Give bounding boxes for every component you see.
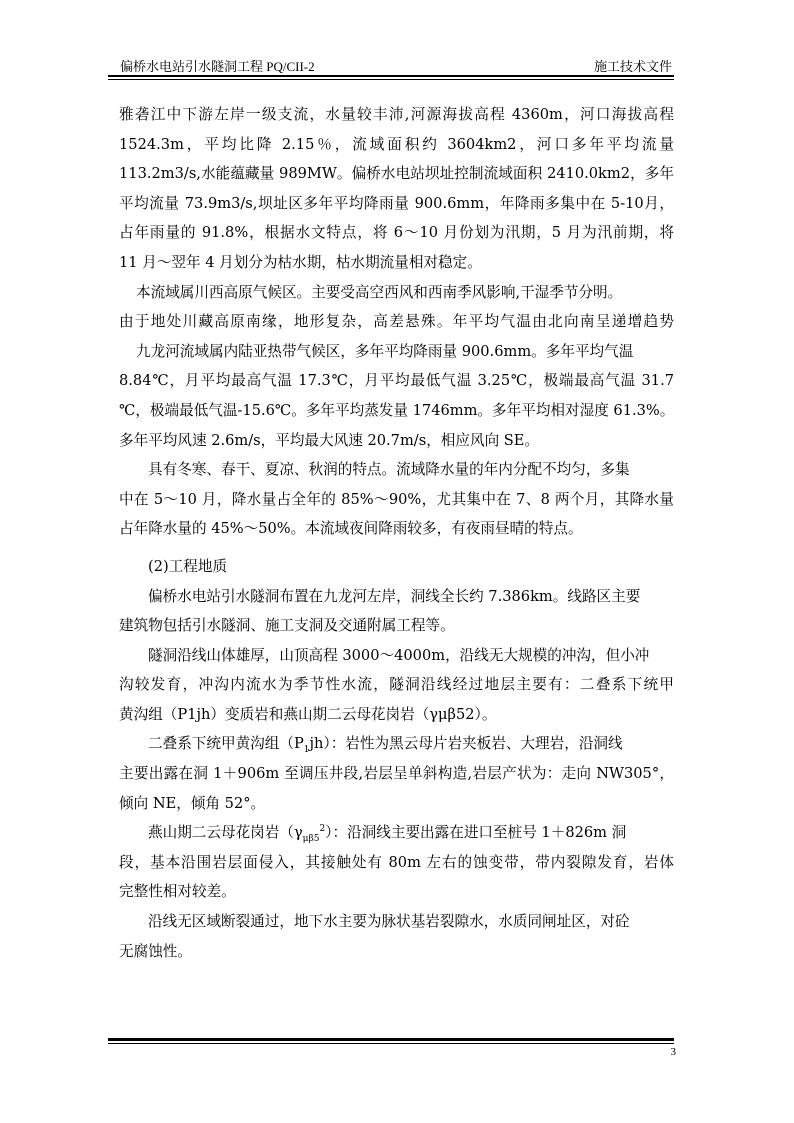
text-line: 本流域属川西高原气候区。主要受高空西风和西南季风影响,干湿季节分明。 xyxy=(136,283,623,301)
text-line: 隧洞沿线山体雄厚，山顶高程 3000～4000m，沿线无大规模的冲沟，但小冲 xyxy=(148,646,650,664)
text-fragment: 燕山期二云母花岗岩（γ xyxy=(148,824,303,842)
footer-rule-thin xyxy=(108,1043,674,1044)
text-line: 由于地处川藏高原南缘，地形复杂，高差悬殊。年平均气温由北向南呈递增趋势 xyxy=(119,313,674,331)
header-rule-thick xyxy=(108,75,674,77)
text-line: 沿线无区域断裂通过，地下水主要为脉状基岩裂隙水，水质同闸址区，对砼 xyxy=(148,913,630,931)
text-line: 11 月～翌年 4 月划分为枯水期，枯水期流量相对稳定。 xyxy=(119,253,482,271)
text-line: 倾向 NE，倾角 52°。 xyxy=(119,794,266,812)
text-line: 段，基本沿围岩层面侵入，其接触处有 80m 左右的蚀变带，带内裂隙发育，岩体 xyxy=(119,853,674,871)
text-line: 占年雨量的 91.8%，根据水文特点，将 6～10 月份划为汛期，5 月为汛前期，将 xyxy=(119,224,674,242)
header-document-type: 施工技术文件 xyxy=(593,60,672,75)
paragraph-gap xyxy=(119,544,674,552)
page-number: 3 xyxy=(670,1046,676,1058)
subscript: 1 xyxy=(303,745,310,756)
header-rule-thin xyxy=(108,79,674,80)
text-fragment: 二叠系下统甲黄沟组（P xyxy=(148,735,304,753)
text-line: 具有冬寒、春干、夏凉、秋润的特点。流域降水量的年内分配不均匀，多集 xyxy=(148,461,630,479)
superscript: 2 xyxy=(319,824,326,835)
text-line: 中在 5～10 月，降水量占全年的 85%～90%，尤其集中在 7、8 两个月，其降水量 xyxy=(119,490,674,508)
text-line: 沟较发育，冲沟内流水为季节性水流，隧洞沿线经过地层主要有：二叠系下统甲 xyxy=(119,676,674,694)
text-line: 占年降水量的 45%～50%。本流域夜间降雨较多，有夜雨昼晴的特点。 xyxy=(119,520,583,538)
footer-rule-thick xyxy=(108,1038,674,1041)
document-body xyxy=(119,100,674,966)
text-line-formula xyxy=(119,818,674,848)
header-project-title: 偏桥水电站引水隧洞工程 PQ/CII-2 xyxy=(120,59,315,74)
text-line: 九龙河流域属内陆亚热带气候区，多年平均降雨量 900.6mm。多年平均气温 xyxy=(136,342,634,360)
text-line: 偏桥水电站引水隧洞布置在九龙河左岸，洞线全长约 7.386km。线路区主要 xyxy=(148,587,641,605)
text-line: 黄沟组（P1jh）变质岩和燕山期二云母花岗岩（γμβ52）。 xyxy=(119,705,497,723)
page-header xyxy=(108,54,674,74)
text-line: 113.2m3/s,水能蕴藏量 989MW。偏桥水电站坝址控制流域面积 2410.0km2，多年 xyxy=(119,165,674,183)
text-fragment: ）：沿洞线主要出露在进口至桩号 1＋826m 洞 xyxy=(325,824,627,842)
text-line: 主要出露在洞 1＋906m 至调压井段,岩层呈单斜构造,岩层产状为：走向 NW305°， xyxy=(119,765,674,783)
text-fragment: jh）：岩性为黑云母片岩夹板岩、大理岩，沿洞线 xyxy=(309,735,623,753)
text-line: 多年平均风速 2.6m/s，平均最大风速 20.7m/s，相应风向 SE。 xyxy=(119,431,540,449)
text-line: 1524.3m，平均比降 2.15％，流域面积约 3604km2，河口多年平均流量 xyxy=(119,135,674,153)
text-line: 完整性相对较差。 xyxy=(119,883,236,901)
subscript: μβ5 xyxy=(302,834,320,845)
text-line: 无腐蚀性。 xyxy=(119,942,192,960)
text-line: 平均流量 73.9m3/s,坝址区多年平均降雨量 900.6mm，年降雨多集中在 5-10月， xyxy=(119,194,674,212)
text-line: 8.84℃，月平均最高气温 17.3℃，月平均最低气温 3.25℃，极端最高气温 31.7 xyxy=(119,372,674,390)
text-line: 雅砻江中下游左岸一级支流，水量较丰沛,河源海拔高程 4360m，河口海拔高程 xyxy=(119,106,674,123)
text-line: ℃，极端最低气温-15.6℃。多年平均蒸发量 1746mm。多年平均相对湿度 61.3%。 xyxy=(119,401,675,419)
text-line-formula xyxy=(119,729,674,759)
text-line: 建筑物包括引水隧洞、施工支洞及交通附属工程等。 xyxy=(119,617,455,635)
section-heading: (2)工程地质 xyxy=(148,557,228,575)
